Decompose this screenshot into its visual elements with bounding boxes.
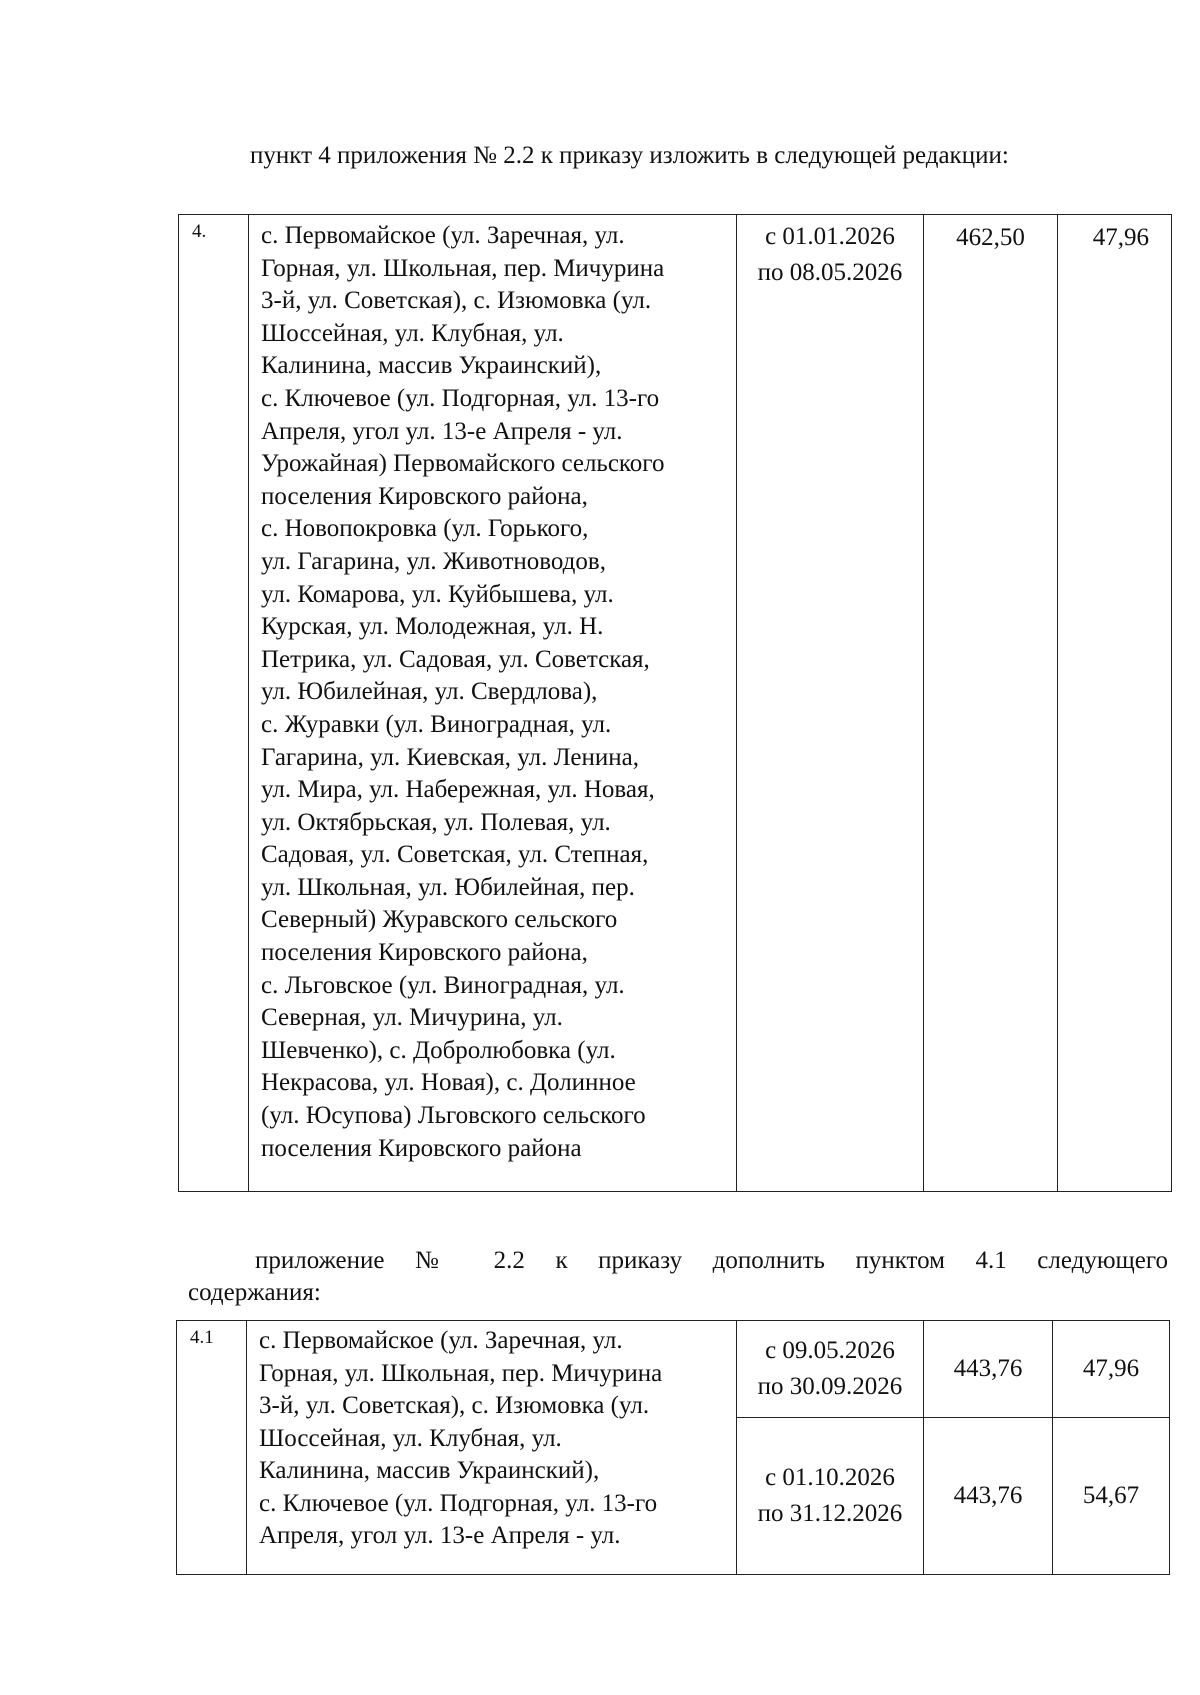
address-line: с. Новопокровка (ул. Горького, (261, 515, 589, 543)
address-line: 3-й, ул. Советская), с. Изюмовка (ул. (261, 287, 652, 315)
period-from: с 09.05.2026 (765, 1337, 895, 1364)
item-number: 4. (179, 215, 249, 1192)
tariff-value: 462,50 (924, 215, 1058, 1192)
table-item-4 (178, 214, 1172, 1192)
address-line: Калинина, массив Украинский), (261, 352, 602, 380)
validity-period (737, 1418, 924, 1575)
address-line: ул. Юбилейная, ул. Свердлова), (261, 678, 598, 706)
validity-period (737, 215, 924, 1192)
address-description (249, 215, 737, 1192)
tariff-value: 443,76 (924, 1321, 1053, 1418)
validity-period (737, 1321, 924, 1418)
period-to: по 08.05.2026 (757, 259, 903, 286)
address-line: Садовая, ул. Советская, ул. Степная, (261, 841, 649, 869)
address-line: Шоссейная, ул. Клубная, ул. (259, 1424, 562, 1452)
address-line: ул. Октябрьская, ул. Полевая, ул. (261, 808, 611, 836)
address-line: 3-й, ул. Советская), с. Изюмовка (ул. (259, 1392, 650, 1419)
address-line: с. Журавки (ул. Виноградная, ул. (261, 710, 612, 738)
table-item-4-1 (176, 1320, 1170, 1575)
paragraph-line: приложение № 2.2 к приказу дополнить пунктом 4.1 следующего (255, 1247, 1168, 1274)
paragraph-item-4-intro: пункт 4 приложения № 2.2 к приказу изложить в следующей редакции: (250, 142, 1009, 169)
table-row (177, 1321, 1170, 1418)
item-number: 4.1 (177, 1321, 247, 1575)
address-line: Некрасова, ул. Новая), с. Долинное (261, 1069, 636, 1097)
address-line: Горная, ул. Школьная, пер. Мичурина (261, 254, 665, 282)
address-line: с. Первомайское (ул. Заречная, ул. (261, 222, 625, 249)
address-line: Калинина, массив Украинский), (259, 1457, 600, 1484)
address-line: (ул. Юсупова) Льговского сельского (261, 1102, 646, 1130)
address-line: с. Льговское (ул. Виноградная, ул. (261, 971, 625, 999)
address-line: Шоссейная, ул. Клубная, ул. (261, 319, 564, 347)
address-line: Курская, ул. Молодежная, ул. Н. (261, 613, 604, 641)
address-description (247, 1321, 737, 1575)
address-line: с. Ключевое (ул. Подгорная, ул. 13-го (261, 384, 660, 412)
period-from: с 01.10.2026 (765, 1464, 895, 1491)
rate-value: 47,96 (1058, 215, 1172, 1192)
address-line: с. Ключевое (ул. Подгорная, ул. 13-го (259, 1489, 658, 1517)
address-line: поселения Кировского района, (261, 482, 588, 510)
address-line: поселения Кировского района (261, 1134, 582, 1162)
address-line: Шевченко), с. Добролюбовка (ул. (261, 1036, 616, 1064)
address-line: ул. Мира, ул. Набережная, ул. Новая, (261, 776, 655, 804)
table-row (179, 215, 1172, 1192)
address-line: ул. Школьная, ул. Юбилейная, пер. (261, 873, 635, 901)
address-line: поселения Кировского района, (261, 939, 588, 967)
address-line: Северный) Журавского сельского (261, 906, 618, 934)
period-to: по 31.12.2026 (757, 1500, 903, 1527)
period-from: с 01.01.2026 (765, 223, 895, 250)
address-line: Горная, ул. Школьная, пер. Мичурина (259, 1359, 663, 1387)
address-line: с. Первомайское (ул. Заречная, ул. (259, 1327, 623, 1354)
address-line: ул. Комарова, ул. Куйбышева, ул. (261, 580, 614, 608)
rate-value: 54,67 (1053, 1418, 1170, 1575)
address-line: Гагарина, ул. Киевская, ул. Ленина, (261, 743, 640, 771)
address-line: Урожайная) Первомайского сельского (261, 450, 665, 478)
address-line: Апреля, угол ул. 13-е Апреля - ул. (259, 1522, 621, 1549)
tariff-value: 443,76 (924, 1418, 1053, 1575)
address-line: Северная, ул. Мичурина, ул. (261, 1004, 563, 1032)
paragraph-line: содержания: (188, 1279, 321, 1306)
paragraph-item-4-1-intro (188, 1245, 1168, 1309)
period-to: по 30.09.2026 (757, 1373, 903, 1400)
address-line: Петрика, ул. Садовая, ул. Советская, (261, 645, 650, 673)
address-line: ул. Гагарина, ул. Животноводов, (261, 547, 606, 575)
address-line: Апреля, угол ул. 13-е Апреля - ул. (261, 417, 623, 445)
rate-value: 47,96 (1053, 1321, 1170, 1418)
